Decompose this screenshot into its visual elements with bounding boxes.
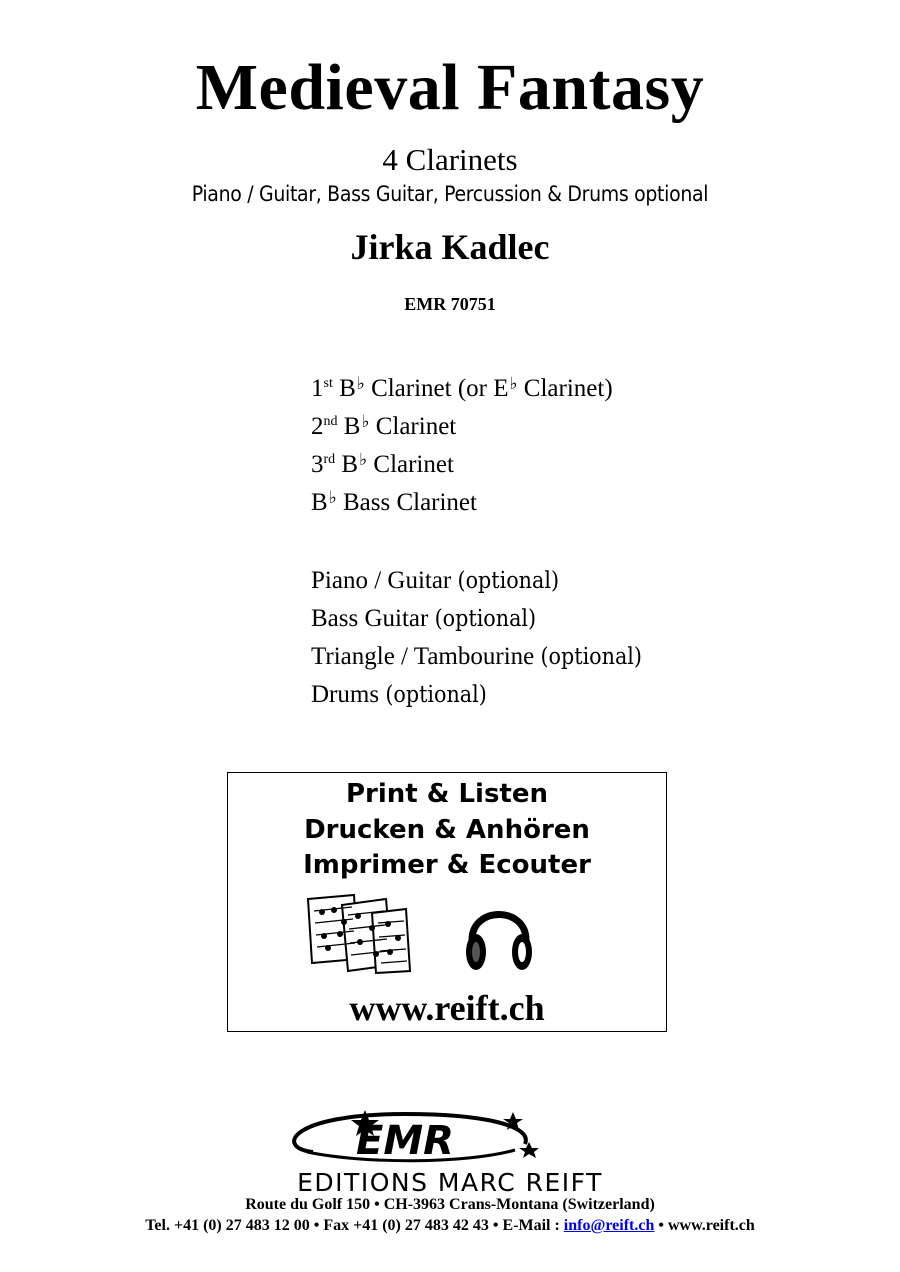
optional-parts-list: [311, 562, 642, 714]
optional-note: (optional): [540, 644, 642, 670]
part-ordinal: 2: [311, 413, 324, 440]
part-text: Clarinet): [517, 375, 613, 402]
flat-sign: ♭: [361, 412, 370, 431]
part-text: Clarinet (or E: [364, 375, 509, 402]
optional-part-item: [311, 676, 642, 714]
optional-note: (optional): [385, 682, 487, 708]
optional-note: (optional): [457, 568, 560, 594]
part-ordinal-suffix: st: [323, 376, 333, 391]
part-name: Piano / Guitar: [311, 567, 458, 594]
part-item: [311, 370, 613, 408]
part-name: Drums: [311, 681, 386, 708]
sheet-music-icon: [302, 893, 414, 975]
publisher-name: EDITIONS MARC REIFT: [297, 1168, 603, 1197]
optional-part-item: [311, 638, 642, 676]
part-item: [311, 408, 613, 446]
part-text: Bass Clarinet: [336, 489, 477, 516]
email-link[interactable]: info@reift.ch: [563, 1217, 655, 1234]
publisher-address: Route du Golf 150 • CH-3963 Crans-Montana (Switzerland): [245, 1196, 655, 1213]
emr-logo: [255, 1108, 545, 1170]
contact-website: • www.reift.ch: [654, 1217, 755, 1234]
flat-sign: ♭: [359, 450, 368, 469]
part-item: [311, 484, 613, 522]
promo-line-fr: Imprimer & Ecouter: [303, 850, 591, 880]
promo-line-de: Drucken & Anhören: [304, 815, 590, 845]
part-item: [311, 446, 613, 484]
flat-sign: ♭: [509, 374, 518, 393]
parts-list: [311, 370, 613, 522]
catalog-number: EMR 70751: [404, 294, 496, 314]
promo-line-en: Print & Listen: [345, 779, 549, 809]
part-text: B: [335, 451, 359, 478]
part-ordinal: 1: [311, 375, 324, 402]
optional-part-item: [311, 600, 642, 638]
print-listen-box: [227, 772, 667, 1032]
part-text: Clarinet: [369, 413, 457, 440]
optional-note: (optional): [434, 606, 537, 632]
svg-text:EMR: EMR: [356, 1118, 454, 1164]
part-text: Clarinet: [367, 451, 454, 478]
instrumentation-optional: Piano / Guitar, Bass Guitar, Percussion & Drums optional: [191, 182, 709, 206]
part-ordinal: 3: [311, 451, 324, 478]
subtitle: 4 Clarinets: [382, 142, 518, 177]
flat-sign: ♭: [328, 488, 337, 507]
composer-name: Jirka Kadlec: [350, 227, 550, 267]
part-text: B: [337, 413, 361, 440]
part-ordinal-suffix: nd: [323, 414, 338, 429]
headphones-icon: [464, 896, 534, 976]
part-text: B: [311, 489, 328, 516]
publisher-contact: [0, 1217, 900, 1235]
flat-sign: ♭: [356, 374, 365, 393]
part-name: Bass Guitar: [311, 605, 435, 632]
page-title: Medieval Fantasy: [195, 51, 705, 124]
part-name: Triangle / Tambourine: [311, 643, 541, 670]
optional-part-item: [311, 562, 642, 600]
part-text: B: [332, 375, 356, 402]
promo-url[interactable]: www.reift.ch: [349, 988, 545, 1028]
part-ordinal-suffix: rd: [323, 452, 336, 467]
contact-phone-fax: Tel. +41 (0) 27 483 12 00 • Fax +41 (0) 27 483 42 43 • E-Mail :: [145, 1217, 564, 1234]
